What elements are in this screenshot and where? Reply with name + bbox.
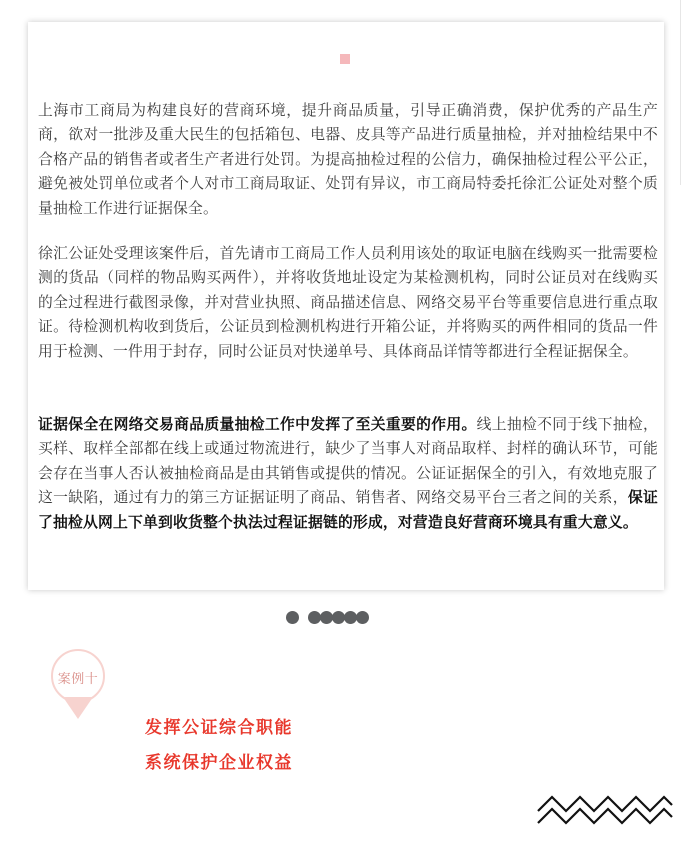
paragraph-significance (38, 413, 658, 535)
right-edge-line (680, 0, 681, 185)
zigzag-decoration-icon (536, 785, 674, 827)
case-badge (50, 649, 106, 721)
content-card (28, 22, 664, 590)
square-marker-icon (340, 49, 350, 59)
case-heading-line2: 系统保护企业权益 (145, 753, 293, 773)
dot-icon (286, 611, 299, 624)
bold-conclusion: 保证了抽检从网上下单到收货整个执法过程证据链的形成，对营造良好营商环境具有重大意义。 (38, 489, 658, 531)
case-heading-line1: 发挥公证综合职能 (145, 718, 293, 738)
body-text: 线上抽检不同于线下抽检，买样、取样全部都在线上或通过物流进行，缺少了当事人对商品取样、封样的确认环节，可能会存在当事人否认被抽检商品是由其销售或提供的情况。公证证据保全的引入，有效地克服了这一缺陷，通过有力的第三方证据证明了商品、销售者、网络交易平台三者之间的关系， (38, 416, 658, 507)
case-number-label: 案例十 (57, 672, 99, 687)
dot-icon (356, 611, 369, 624)
paragraph-background: 上海市工商局为构建良好的营商环境，提升商品质量，引导正确消费，保护优秀的产品生产商，欲对一批涉及重大民生的包括箱包、电器、皮具等产品进行质量抽检，并对抽检结果中不合格产品的销售者或者生产者进行处罚。为提高抽检过程的公信力，确保抽检过程公平公正，避免被处罚单位或者个人对市工商局取证、处罚有异议，市工商局特委托徐汇公证处对整个质量抽检工作进行证据保全。 (38, 102, 658, 217)
bold-lead-sentence: 证据保全在网络交易商品质量抽检工作中发挥了至关重要的作用。 (38, 416, 477, 433)
paragraph-procedure: 徐汇公证处受理该案件后，首先请市工商局工作人员利用该处的取证电脑在线购买一批需要检测的货品（同样的物品购买两件），并将收货地址设定为某检测机构，同时公证员对在线购买的全过程进行截图录像，并对营业执照、商品描述信息、网络交易平台等重要信息进行重点取证。待检测机构收到货后，公证员到检测机构进行开箱公证，并将购买的两件相同的货品一件用于检测、一件用于封存，同时公证员对快递单号、具体商品详情等都进行全程证据保全。 (38, 245, 658, 360)
